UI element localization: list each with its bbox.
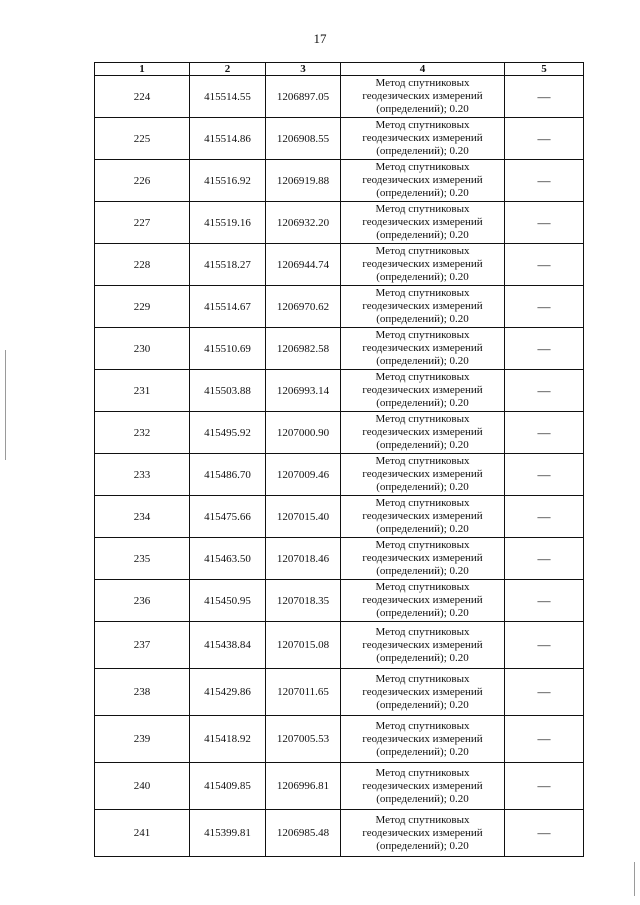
method-text-line: Метод спутниковых [375,329,470,341]
dash-cell: — [505,496,584,538]
method-text-line: геодезических измерений [362,510,483,522]
method-cell [341,763,505,810]
y-coordinate-cell: 1206970.62 [266,286,341,328]
dash-cell: — [505,244,584,286]
y-coordinate-cell: 1206908.55 [266,118,341,160]
method-text-line: геодезических измерений [362,132,483,144]
method-text-line: Метод спутниковых [375,455,470,467]
method-cell [341,286,505,328]
method-cell [341,716,505,763]
method-text-line: (определений); 0.20 [376,103,469,115]
x-coordinate-cell: 415516.92 [190,160,266,202]
y-coordinate-cell: 1207000.90 [266,412,341,454]
method-text-line: (определений); 0.20 [376,745,469,758]
x-coordinate-cell: 415450.95 [190,580,266,622]
method-cell [341,370,505,412]
y-coordinate-cell: 1206985.48 [266,810,341,857]
method-cell [341,454,505,496]
method-text-line: геодезических измерений [362,216,483,228]
method-text-line: Метод спутниковых [375,287,470,299]
method-text-line: геодезических измерений [362,732,483,745]
point-number-cell: 233 [95,454,190,496]
table-row [95,669,584,716]
method-cell [341,202,505,244]
method-text-line: Метод спутниковых [375,371,470,383]
method-cell [341,538,505,580]
method-cell [341,810,505,857]
dash-cell: — [505,669,584,716]
x-coordinate-cell: 415409.85 [190,763,266,810]
x-coordinate-cell: 415463.50 [190,538,266,580]
dash-cell: — [505,580,584,622]
method-text-line: Метод спутниковых [375,719,470,732]
dash-cell: — [505,622,584,669]
table-row [95,622,584,669]
column-header-1: 1 [95,63,190,76]
method-cell [341,496,505,538]
point-number-cell: 238 [95,669,190,716]
dash-cell: — [505,412,584,454]
method-text-line: геодезических измерений [362,258,483,270]
method-cell [341,118,505,160]
method-text-line: геодезических измерений [362,174,483,186]
method-text-line: (определений); 0.20 [376,271,469,283]
coordinates-table [94,62,584,857]
column-header-4: 4 [341,63,505,76]
x-coordinate-cell: 415514.55 [190,76,266,118]
method-cell [341,580,505,622]
table-row [95,328,584,370]
method-text-line: геодезических измерений [362,594,483,606]
column-header-2: 2 [190,63,266,76]
method-text-line: Метод спутниковых [375,539,470,551]
x-coordinate-cell: 415399.81 [190,810,266,857]
method-text-line: Метод спутниковых [375,766,470,779]
x-coordinate-cell: 415486.70 [190,454,266,496]
method-text-line: (определений); 0.20 [376,839,469,852]
table-row [95,810,584,857]
method-text-line: (определений); 0.20 [376,523,469,535]
y-coordinate-cell: 1206919.88 [266,160,341,202]
method-text-line: (определений); 0.20 [376,229,469,241]
table-row [95,763,584,810]
table-body [95,76,584,857]
table-row [95,202,584,244]
x-coordinate-cell: 415495.92 [190,412,266,454]
method-text-line: Метод спутниковых [375,672,470,685]
method-text-line: Метод спутниковых [375,413,470,425]
method-text-line: (определений); 0.20 [376,565,469,577]
dash-cell: — [505,716,584,763]
dash-cell: — [505,810,584,857]
point-number-cell: 224 [95,76,190,118]
method-text-line: (определений); 0.20 [376,187,469,199]
table-row [95,454,584,496]
method-text-line: (определений); 0.20 [376,397,469,409]
method-text-line: геодезических измерений [362,685,483,698]
dash-cell: — [505,454,584,496]
y-coordinate-cell: 1207015.08 [266,622,341,669]
x-coordinate-cell: 415519.16 [190,202,266,244]
dash-cell: — [505,118,584,160]
y-coordinate-cell: 1206932.20 [266,202,341,244]
method-cell [341,76,505,118]
y-coordinate-cell: 1207015.40 [266,496,341,538]
table-row [95,716,584,763]
x-coordinate-cell: 415418.92 [190,716,266,763]
method-text-line: геодезических измерений [362,552,483,564]
point-number-cell: 228 [95,244,190,286]
table-row [95,286,584,328]
method-cell [341,622,505,669]
x-coordinate-cell: 415514.67 [190,286,266,328]
table-row [95,160,584,202]
point-number-cell: 241 [95,810,190,857]
y-coordinate-cell: 1206897.05 [266,76,341,118]
point-number-cell: 231 [95,370,190,412]
method-cell [341,328,505,370]
method-text-line: (определений); 0.20 [376,698,469,711]
dash-cell: — [505,202,584,244]
table-header-row [95,63,584,76]
dash-cell: — [505,160,584,202]
method-text-line: Метод спутниковых [375,497,470,509]
dash-cell: — [505,538,584,580]
table-row [95,118,584,160]
point-number-cell: 237 [95,622,190,669]
column-header-3: 3 [266,63,341,76]
dash-cell: — [505,76,584,118]
method-text-line: геодезических измерений [362,638,483,651]
table-row [95,370,584,412]
method-text-line: Метод спутниковых [375,813,470,826]
scan-edge-line-right [634,862,635,896]
point-number-cell: 229 [95,286,190,328]
method-text-line: Метод спутниковых [375,77,470,89]
y-coordinate-cell: 1206944.74 [266,244,341,286]
y-coordinate-cell: 1207011.65 [266,669,341,716]
point-number-cell: 230 [95,328,190,370]
method-cell [341,412,505,454]
method-text-line: Метод спутниковых [375,625,470,638]
method-text-line: геодезических измерений [362,426,483,438]
method-text-line: Метод спутниковых [375,119,470,131]
point-number-cell: 240 [95,763,190,810]
point-number-cell: 236 [95,580,190,622]
x-coordinate-cell: 415518.27 [190,244,266,286]
method-cell [341,669,505,716]
method-text-line: геодезических измерений [362,826,483,839]
point-number-cell: 235 [95,538,190,580]
method-text-line: Метод спутниковых [375,161,470,173]
method-text-line: (определений); 0.20 [376,439,469,451]
point-number-cell: 234 [95,496,190,538]
point-number-cell: 232 [95,412,190,454]
x-coordinate-cell: 415438.84 [190,622,266,669]
dash-cell: — [505,328,584,370]
table-row [95,538,584,580]
x-coordinate-cell: 415514.86 [190,118,266,160]
dash-cell: — [505,286,584,328]
dash-cell: — [505,763,584,810]
table-row [95,412,584,454]
dash-cell: — [505,370,584,412]
method-text-line: геодезических измерений [362,342,483,354]
x-coordinate-cell: 415429.86 [190,669,266,716]
page-number: 17 [313,31,327,46]
method-text-line: Метод спутниковых [375,581,470,593]
method-text-line: Метод спутниковых [375,203,470,215]
table-row [95,244,584,286]
method-text-line: (определений); 0.20 [376,145,469,157]
method-text-line: (определений); 0.20 [376,607,469,619]
y-coordinate-cell: 1206993.14 [266,370,341,412]
method-text-line: (определений); 0.20 [376,355,469,367]
method-text-line: (определений); 0.20 [376,792,469,805]
method-text-line: (определений); 0.20 [376,651,469,664]
x-coordinate-cell: 415510.69 [190,328,266,370]
point-number-cell: 227 [95,202,190,244]
point-number-cell: 239 [95,716,190,763]
method-text-line: геодезических измерений [362,300,483,312]
method-text-line: Метод спутниковых [375,245,470,257]
table-row [95,496,584,538]
table-row [95,76,584,118]
y-coordinate-cell: 1206982.58 [266,328,341,370]
point-number-cell: 225 [95,118,190,160]
method-text-line: геодезических измерений [362,468,483,480]
column-header-5: 5 [505,63,584,76]
scan-edge-line-left [5,350,6,460]
method-text-line: (определений); 0.20 [376,313,469,325]
x-coordinate-cell: 415475.66 [190,496,266,538]
y-coordinate-cell: 1207005.53 [266,716,341,763]
method-text-line: геодезических измерений [362,384,483,396]
method-cell [341,244,505,286]
method-text-line: (определений); 0.20 [376,481,469,493]
y-coordinate-cell: 1206996.81 [266,763,341,810]
table-row [95,580,584,622]
y-coordinate-cell: 1207018.46 [266,538,341,580]
method-text-line: геодезических измерений [362,90,483,102]
method-text-line: геодезических измерений [362,779,483,792]
y-coordinate-cell: 1207018.35 [266,580,341,622]
x-coordinate-cell: 415503.88 [190,370,266,412]
y-coordinate-cell: 1207009.46 [266,454,341,496]
method-cell [341,160,505,202]
point-number-cell: 226 [95,160,190,202]
